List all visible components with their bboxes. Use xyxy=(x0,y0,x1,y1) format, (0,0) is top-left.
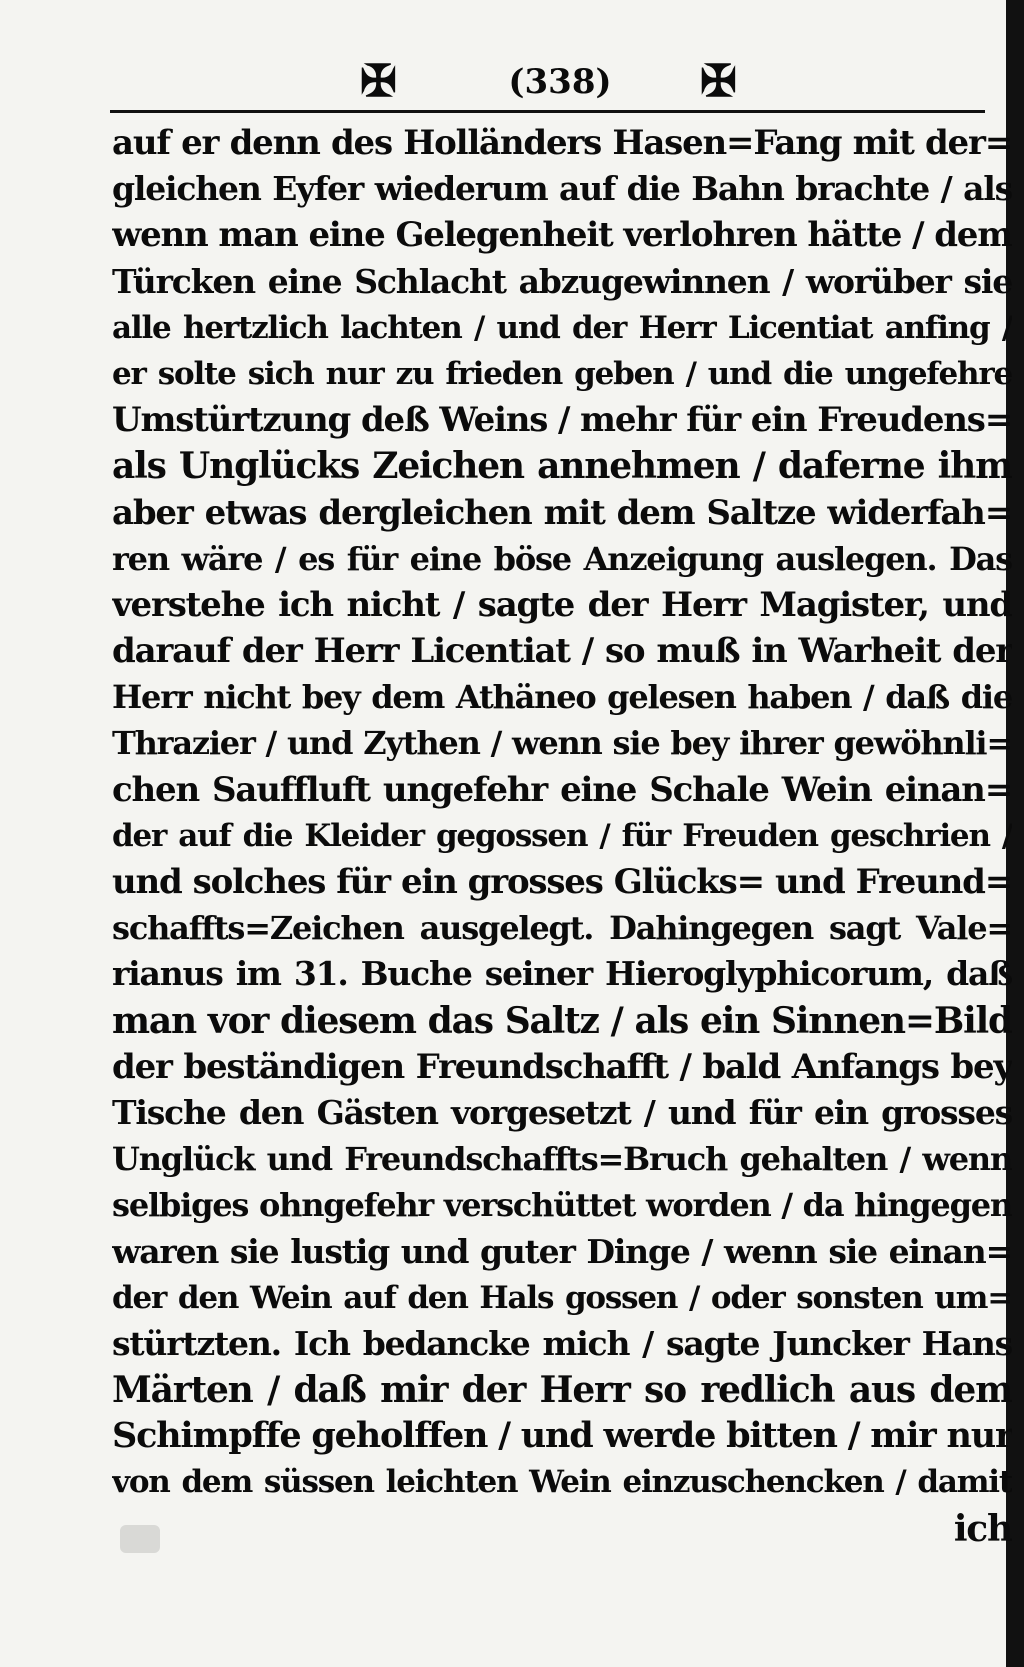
text-line: aber etwas dergleichen mit dem Saltze widerfah= xyxy=(112,492,1012,533)
text-line: gleichen Eyfer wiederum auf die Bahn brachte / als xyxy=(112,169,1012,209)
text-line: Märten / daß mir der Herr so redlich aus dem xyxy=(112,1369,1012,1412)
text-line: der auf die Kleider gegossen / für Freuden geschrien / xyxy=(112,817,1012,854)
text-line: man vor diesem das Saltz / als ein Sinnen=Bild xyxy=(112,999,1012,1042)
ornament-left-icon: ✠ xyxy=(360,56,393,107)
text-line: der den Wein auf den Hals gossen / oder sonsten um= xyxy=(112,1279,1012,1316)
text-line: ren wäre / es für eine böse Anzeigung auslegen. Das xyxy=(112,539,1012,578)
header-rule xyxy=(110,110,985,113)
text-line: Herr nicht bey dem Athäneo gelesen haben / daß die xyxy=(112,678,1012,717)
text-line: von dem süssen leichten Wein einzuschencken / damit xyxy=(112,1464,1012,1501)
page-number: (338) xyxy=(508,62,612,102)
text-line: chen Sauffluft ungefehr eine Schale Wein einan= xyxy=(112,769,1012,810)
text-line: Unglück und Freundschaffts=Bruch gehalten / wenn xyxy=(112,1140,1012,1179)
text-line: wenn man eine Gelegenheit verlohren hätte / dem xyxy=(112,215,1012,256)
text-line: und solches für ein grosses Glücks= und Freund= xyxy=(112,862,1012,902)
ink-smudge xyxy=(120,1525,160,1553)
text-line: waren sie lustig und guter Dinge / wenn sie einan= xyxy=(112,1231,1012,1271)
ornament-right-icon: ✠ xyxy=(700,56,733,107)
page-header xyxy=(0,52,1006,112)
text-line: stürtzten. Ich bedancke mich / sagte Juncker Hans xyxy=(112,1323,1012,1363)
text-line: alle hertzlich lachten / und der Herr Licentiat anfing / xyxy=(112,309,1012,346)
text-line: selbiges ohngefehr verschüttet worden / da hingegen xyxy=(112,1186,1012,1225)
text-line: als Unglücks Zeichen annehmen / daferne ihm xyxy=(112,445,1012,488)
text-line: rianus im 31. Buche seiner Hieroglyphicorum, daß xyxy=(112,954,1012,994)
text-line: auf er denn des Holländers Hasen=Fang mit der= xyxy=(112,123,1012,163)
text-line: Türcken eine Schlacht abzugewinnen / worüber sie xyxy=(112,261,1012,301)
text-line: Tische den Gästen vorgesetzt / und für ein grosses xyxy=(112,1092,1012,1132)
text-line: darauf der Herr Licentiat / so muß in Warheit der xyxy=(112,631,1012,672)
text-line: Thrazier / und Zythen / wenn sie bey ihrer gewöhnli= xyxy=(112,724,1012,763)
text-line: er solte sich nur zu frieden geben / und die ungefehre xyxy=(112,355,1012,392)
text-line: Schimpffe geholffen / und werde bitten / mir nur xyxy=(112,1415,1012,1457)
text-line: Umstürtzung deß Weins / mehr für ein Freudens= xyxy=(112,400,1012,441)
body-text xyxy=(112,120,1012,1552)
catchword: ich xyxy=(953,1507,1012,1550)
text-line: der beständigen Freundschafft / bald Anfangs bey xyxy=(112,1046,1012,1087)
text-line: verstehe ich nicht / sagte der Herr Magister, und xyxy=(112,584,1012,625)
text-line: schaffts=Zeichen ausgelegt. Dahingegen sagt Vale= xyxy=(112,909,1012,948)
